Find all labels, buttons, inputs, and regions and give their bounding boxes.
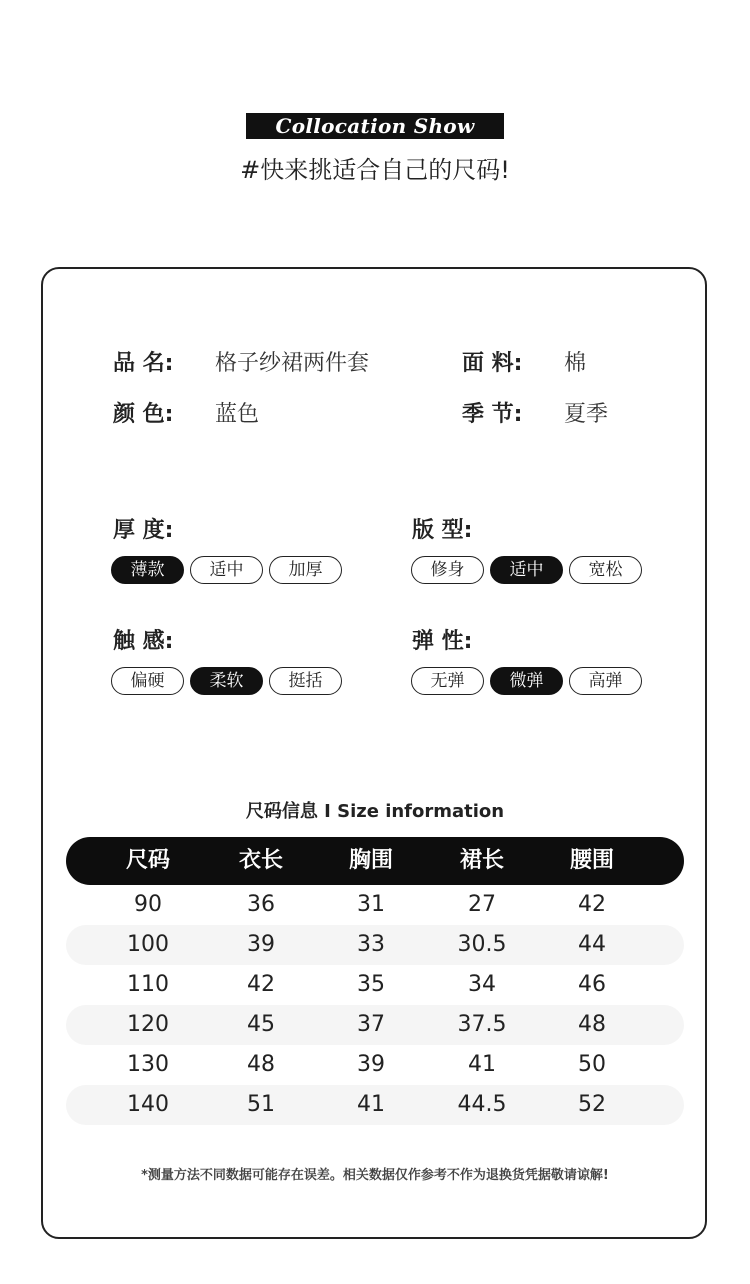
brand-banner: Collocation Show — [246, 113, 504, 139]
option-pill[interactable]: 加厚 — [269, 556, 342, 584]
table-cell: 140 — [127, 1092, 169, 1117]
option-pill[interactable]: 适中 — [490, 556, 563, 584]
table-cell: 30.5 — [457, 932, 507, 957]
table-row — [66, 1005, 684, 1045]
table-cell: 44 — [578, 932, 606, 957]
info-product-name — [113, 346, 369, 377]
table-cell: 34 — [468, 972, 496, 997]
info-label: 品 名: — [113, 351, 174, 376]
attr-options-elasticity — [411, 667, 642, 695]
table-cell: 51 — [247, 1092, 275, 1117]
column-header: 胸围 — [348, 848, 393, 873]
table-cell: 130 — [127, 1052, 169, 1077]
table-cell: 45 — [247, 1012, 275, 1037]
table-cell: 42 — [578, 892, 606, 917]
column-header: 裙长 — [459, 848, 504, 873]
attr-title-fit: 版 型: — [412, 518, 473, 543]
info-value: 格子纱裙两件套 — [215, 351, 370, 376]
table-cell: 39 — [247, 932, 275, 957]
attr-title-elasticity: 弹 性: — [412, 629, 473, 654]
info-color — [113, 397, 259, 428]
table-cell: 37.5 — [457, 1012, 507, 1037]
size-table-header — [66, 837, 684, 885]
table-cell: 37 — [357, 1012, 385, 1037]
table-row — [66, 1085, 684, 1125]
info-label: 颜 色: — [113, 402, 174, 427]
table-cell: 100 — [127, 932, 169, 957]
table-row — [66, 965, 684, 1005]
table-cell: 41 — [468, 1052, 496, 1077]
info-label: 面 料: — [462, 351, 523, 376]
info-label: 季 节: — [462, 402, 523, 427]
table-cell: 42 — [247, 972, 275, 997]
info-value: 夏季 — [564, 402, 609, 427]
table-cell: 31 — [357, 892, 385, 917]
table-cell: 48 — [578, 1012, 606, 1037]
attr-options-feel — [111, 667, 342, 695]
table-row — [66, 925, 684, 965]
option-pill[interactable]: 柔软 — [190, 667, 263, 695]
option-pill[interactable]: 修身 — [411, 556, 484, 584]
info-fabric — [462, 346, 586, 377]
table-row — [66, 1045, 684, 1085]
info-value: 蓝色 — [215, 402, 260, 427]
attr-title-feel: 触 感: — [113, 629, 174, 654]
table-cell: 52 — [578, 1092, 606, 1117]
table-cell: 39 — [357, 1052, 385, 1077]
table-cell: 90 — [134, 892, 162, 917]
table-row — [66, 885, 684, 925]
table-cell: 35 — [357, 972, 385, 997]
table-cell: 50 — [578, 1052, 606, 1077]
table-cell: 41 — [357, 1092, 385, 1117]
attr-title-thickness: 厚 度: — [113, 518, 174, 543]
option-pill[interactable]: 薄款 — [111, 556, 184, 584]
table-cell: 33 — [357, 932, 385, 957]
attr-options-thickness — [111, 556, 342, 584]
option-pill[interactable]: 宽松 — [569, 556, 642, 584]
column-header: 尺码 — [125, 848, 170, 873]
option-pill[interactable]: 挺括 — [269, 667, 342, 695]
table-cell: 27 — [468, 892, 496, 917]
attr-options-fit — [411, 556, 642, 584]
disclaimer-note: *测量方法不同数据可能存在误差。相关数据仅作参考不作为退换货凭据敬请谅解! — [141, 1168, 609, 1183]
option-pill[interactable]: 偏硬 — [111, 667, 184, 695]
table-cell: 36 — [247, 892, 275, 917]
table-cell: 44.5 — [457, 1092, 507, 1117]
table-cell: 46 — [578, 972, 606, 997]
column-header: 腰围 — [569, 848, 614, 873]
info-season — [462, 397, 608, 428]
info-value: 棉 — [564, 351, 587, 376]
option-pill[interactable]: 微弹 — [490, 667, 563, 695]
option-pill[interactable]: 适中 — [190, 556, 263, 584]
table-cell: 48 — [247, 1052, 275, 1077]
column-header: 衣长 — [238, 848, 283, 873]
size-table-title: 尺码信息 I Size information — [245, 801, 505, 822]
option-pill[interactable]: 高弹 — [569, 667, 642, 695]
page-subtitle: #快来挑适合自己的尺码! — [240, 156, 510, 184]
option-pill[interactable]: 无弹 — [411, 667, 484, 695]
table-cell: 110 — [127, 972, 169, 997]
table-cell: 120 — [127, 1012, 169, 1037]
